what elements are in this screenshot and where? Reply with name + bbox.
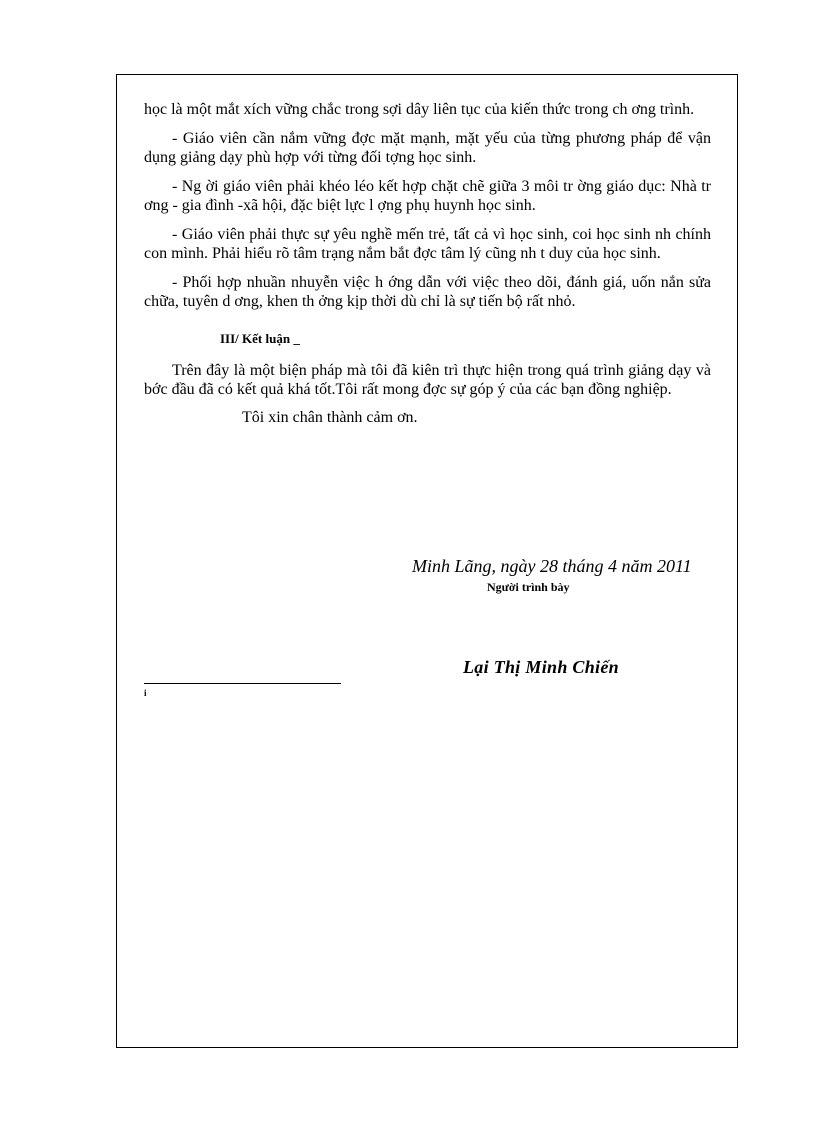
section-heading-conclusion [220,331,711,347]
paragraph-three-environments: - Ng ời giáo viên phải khéo léo kết hợp chặt chẽ giữa 3 môi tr ờng giáo dục: Nhà tr ơng - gia đình -xã hội, đặc biệt lực l ợng phụ huynh học sinh. [144,178,711,214]
thanks-line: Tôi xin chân thành cảm ơn. [242,409,418,426]
document-body [144,100,711,427]
paragraph-love-profession: - Giáo viên phải thực sự yêu nghề mến trẻ, tất cả vì học sinh, coi học sinh nh chính con mình. Phải hiểu rõ tâm trạng nắm bắt đợc tâm lý cũng nh t duy của học sinh. [144,226,711,262]
footnote-mark: i [144,688,147,698]
paragraph-strengths-weaknesses: - Giáo viên cần nắm vững đợc mặt mạnh, mặt yếu của từng phương pháp để vận dụng giảng dạy phù hợp với từng đối tợng học sinh. [144,130,711,166]
place-date: Minh Lãng, ngày 28 tháng 4 năm 2011 [412,556,692,576]
footnote-divider [144,683,341,684]
signature-name: Lại Thị Minh Chiến [463,657,619,677]
presenter-label: Người trình bày [487,580,570,594]
paragraph-continuation: học là một mắt xích vững chắc trong sợi dây liên tục của kiến thức trong ch ơng trình. [144,101,695,118]
paragraph-conclusion: Trên đây là một biện pháp mà tôi đã kiên trì thực hiện trong quá trình giảng dạy và bớc đầu đã có kết quả khá tốt.Tôi rất mong đợc sự góp ý của các bạn đồng nghiệp. [144,362,711,398]
paragraph-guidance-followup: - Phối hợp nhuần nhuyễn việc h ớng dẫn với việc theo dõi, đánh giá, uốn nắn sửa chữa, tuyên d ơng, khen th ởng kịp thời dù chỉ là sự tiến bộ rất nhỏ. [144,274,711,310]
heading-suffix: _ [293,331,300,346]
heading-text: III/ Kết luận [220,331,291,346]
